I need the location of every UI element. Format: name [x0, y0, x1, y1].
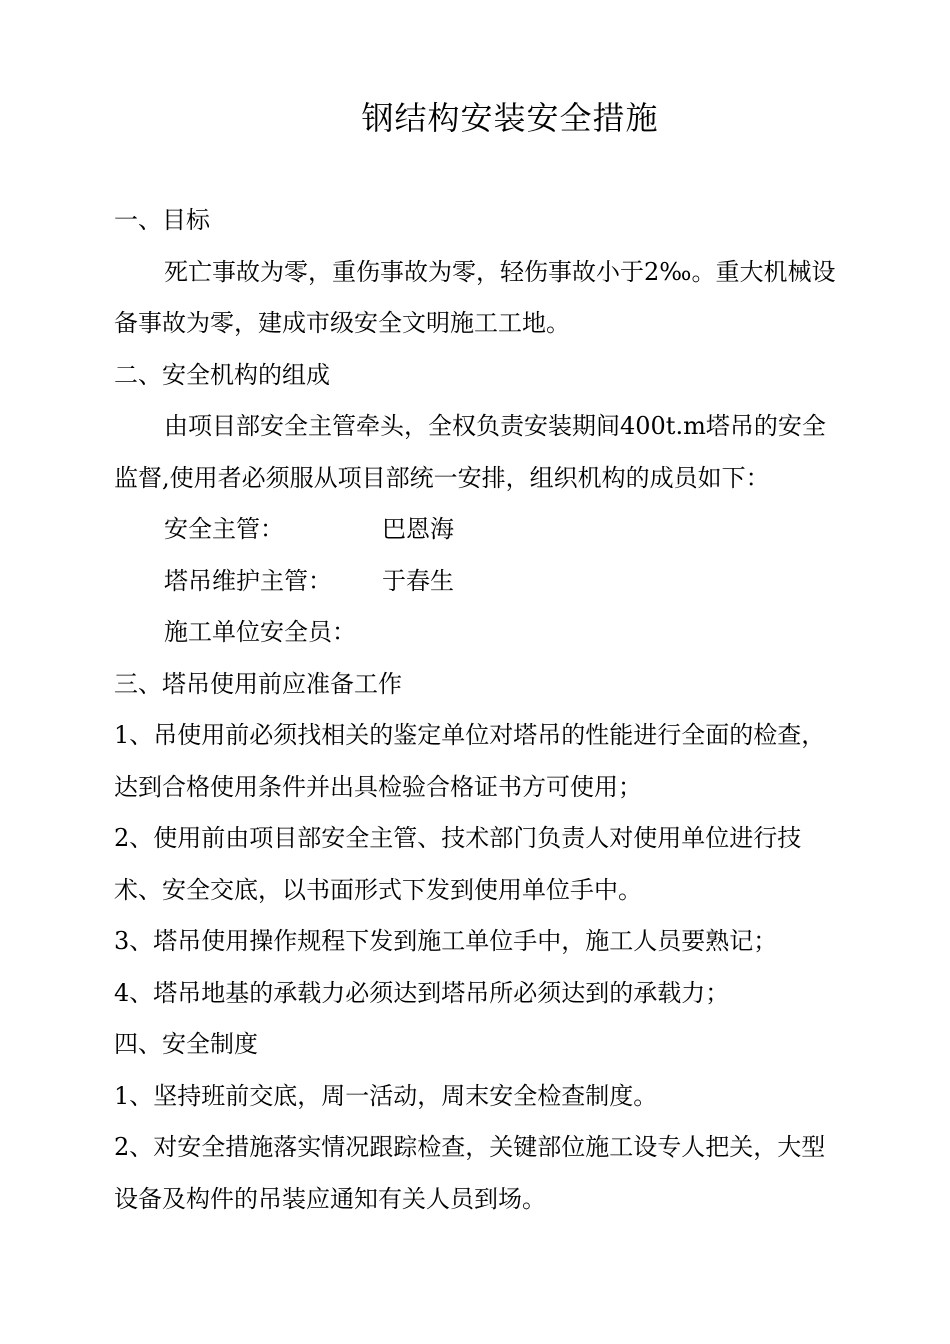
role-label: 塔吊维护主管：	[164, 566, 332, 595]
goal-paragraph: 死亡事故为零，重伤事故为零，轻伤事故小于2‰。重大机械设备事故为零，建成市级安全文明施工工地。	[114, 257, 836, 337]
role-label: 施工单位安全员：	[164, 618, 356, 646]
list-item: 3、塔吊使用操作规程下发到施工单位手中，施工人员要熟记；	[114, 927, 778, 955]
role-value: 于春生	[382, 566, 454, 595]
organization-paragraph: 由项目部安全主管牵头，全权负责安装期间400t.m塔吊的安全监督,使用者必须服从项目部统一安排，组织机构的成员如下：	[114, 412, 826, 492]
section-heading-goal: 一、目标	[114, 206, 210, 234]
role-row	[114, 504, 844, 556]
role-label: 安全主管：	[164, 515, 284, 543]
list-item: 2、使用前由项目部安全主管、技术部门负责人对使用单位进行技术、安全交底，以书面形式下发到使用单位手中。	[114, 824, 802, 904]
list-item: 2、对安全措施落实情况跟踪检查，关键部位施工设专人把关，大型设备及构件的吊装应通知有关人员到场。	[114, 1133, 826, 1213]
document-body	[114, 195, 844, 1225]
section-heading-organization: 二、安全机构的组成	[114, 360, 330, 389]
list-item: 1、吊使用前必须找相关的鉴定单位对塔吊的性能进行全面的检查，达到合格使用条件并出具检验合格证书方可使用；	[114, 721, 826, 801]
section-heading-rules: 四、安全制度	[114, 1030, 258, 1058]
section-heading-preparation: 三、塔吊使用前应准备工作	[114, 669, 402, 698]
list-item: 1、坚持班前交底，周一活动，周末安全检查制度。	[114, 1081, 658, 1110]
list-item: 4、塔吊地基的承载力必须达到塔吊所必须达到的承载力；	[114, 978, 730, 1007]
role-row	[114, 556, 844, 608]
document-title: 钢结构安装安全措施	[361, 99, 659, 137]
role-row	[114, 607, 844, 659]
role-value: 巴恩海	[382, 515, 454, 543]
